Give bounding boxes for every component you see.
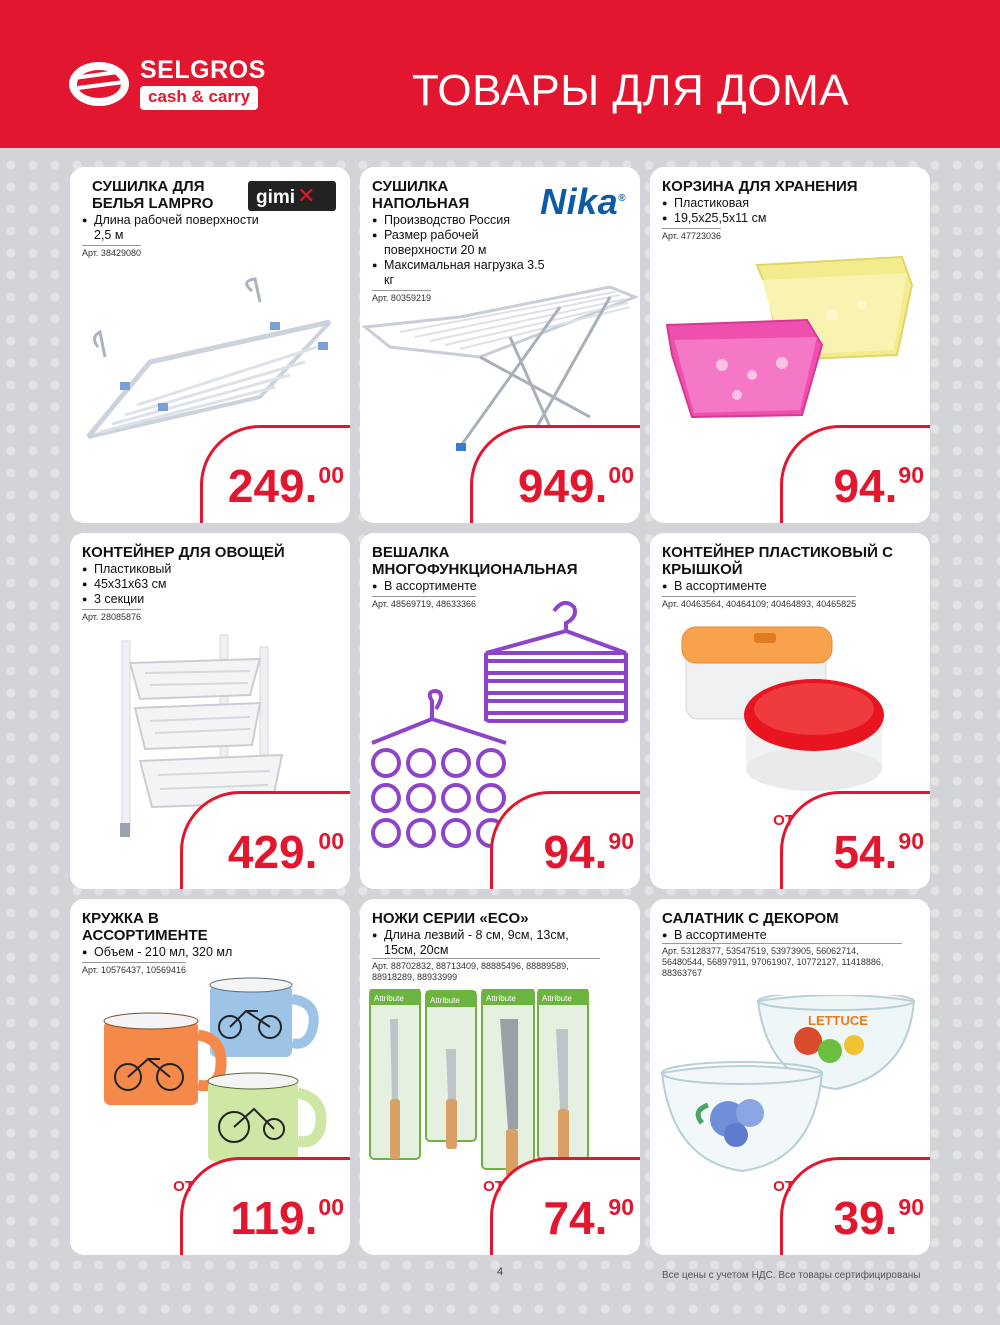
bullet-item: ● 19,5х25,5х11 см xyxy=(662,211,882,226)
price: 94.90 xyxy=(833,460,924,512)
product-card-mug[interactable] xyxy=(70,899,350,1255)
product-bullets xyxy=(662,579,902,594)
gimi-x-icon: ✕ xyxy=(297,183,316,208)
storage-basket-image xyxy=(662,245,922,425)
bullet-item: ● В ассортименте xyxy=(372,579,592,594)
product-card-vegetable-container[interactable] xyxy=(70,533,350,889)
plastic-container-image xyxy=(674,619,904,799)
bullet-item: ● 3 секции xyxy=(82,592,302,607)
product-title: КОРЗИНА ДЛЯ ХРАНЕНИЯ xyxy=(662,178,858,195)
product-card-hanger[interactable] xyxy=(360,533,640,889)
bullet-item: ● Пластиковая xyxy=(662,196,882,211)
price: 94.90 xyxy=(543,826,634,878)
bullet-item: ● 45х31х63 см xyxy=(82,577,302,592)
bullet-item: ● Максимальная нагрузка 3.5 кг xyxy=(372,258,552,288)
price-decimal: 90 xyxy=(898,828,924,854)
logo-subtitle: cash & carry xyxy=(140,86,258,110)
price-integer: 949 xyxy=(517,460,595,512)
product-bullets xyxy=(372,928,600,958)
product-title: СУШИЛКА ДЛЯ БЕЛЬЯ LAMPRO xyxy=(92,178,214,212)
price-integer: 119 xyxy=(230,1192,305,1244)
article-number: Арт. 48569719, 48633366 xyxy=(372,596,476,610)
price-decimal: 00 xyxy=(318,1194,344,1220)
bullet-item: ● Пластиковый xyxy=(82,562,302,577)
price-integer: 54 xyxy=(833,826,885,878)
product-card-dryer-lampro[interactable] xyxy=(70,167,350,523)
product-title: ВЕШАЛКА МНОГОФУНКЦИОНАЛЬНАЯ xyxy=(372,544,578,578)
price-from-label: ОТ xyxy=(483,1178,504,1195)
price: 74.90 xyxy=(543,1192,634,1244)
product-bullets xyxy=(372,579,592,594)
price-integer: 94 xyxy=(833,460,885,512)
page-header xyxy=(0,0,1000,148)
price-from-label: ОТ xyxy=(773,812,794,829)
article-number: Арт. 88702832, 88713409, 88885496, 88889589, 88918289, 88933999 xyxy=(372,958,600,983)
product-title: НОЖИ СЕРИИ «ECO» xyxy=(372,910,529,927)
product-card-storage-basket[interactable] xyxy=(650,167,930,523)
price-integer: 39 xyxy=(833,1192,885,1244)
selgros-logo[interactable] xyxy=(68,58,278,118)
price-decimal: 90 xyxy=(898,462,924,488)
brand-logo-nika: Nika® xyxy=(540,181,626,222)
product-title: КОНТЕЙНЕР ПЛАСТИКОВЫЙ С КРЫШКОЙ xyxy=(662,544,893,578)
product-bullets xyxy=(82,945,322,960)
price: 249.00 xyxy=(227,460,344,512)
price-integer: 249 xyxy=(227,460,305,512)
brand-name: gimi xyxy=(256,187,296,208)
bullet-item: ● Объем - 210 мл, 320 мл xyxy=(82,945,322,960)
product-title: КОНТЕЙНЕР ДЛЯ ОВОЩЕЙ xyxy=(82,544,285,561)
price-from-label: ОТ xyxy=(773,1178,794,1195)
price: 949.00 xyxy=(517,460,634,512)
brand-name: Nika xyxy=(540,181,619,222)
product-bullets xyxy=(662,928,902,943)
product-title: САЛАТНИК С ДЕКОРОМ xyxy=(662,910,839,927)
bullet-item: ● Длина рабочей поверхности 2,5 м xyxy=(82,213,262,243)
price-decimal: 90 xyxy=(608,828,634,854)
price-decimal: 00 xyxy=(608,462,634,488)
knife-pack-label: Attribute xyxy=(430,996,460,1005)
knife-pack-label: Attribute xyxy=(374,994,404,1003)
logo-name: SELGROS xyxy=(140,56,266,84)
article-number: Арт. 28085876 xyxy=(82,609,141,623)
price-integer: 94 xyxy=(543,826,595,878)
product-bullets xyxy=(82,562,302,607)
bullet-item: ● Производство Россия xyxy=(372,213,552,228)
product-card-plastic-container[interactable] xyxy=(650,533,930,889)
bullet-item: ● В ассортименте xyxy=(662,579,902,594)
price-decimal: 00 xyxy=(318,462,344,488)
bullet-item: ● Длина лезвий - 8 см, 9см, 13см, 15см, 20см xyxy=(372,928,600,958)
article-number: Арт. 53128377, 53547519, 53973905, 56062714, 56480544, 56897911, 97061907, 10772127, 11418886, 88363767 xyxy=(662,943,902,979)
bullet-item: ● Размер рабочей поверхности 20 м xyxy=(372,228,552,258)
product-card-floor-dryer[interactable] xyxy=(360,167,640,523)
knives-image xyxy=(368,989,598,1179)
price-integer: 74 xyxy=(543,1192,595,1244)
price-decimal: 90 xyxy=(898,1194,924,1220)
product-bullets xyxy=(662,196,882,226)
footer-note: Все цены с учетом НДС. Все товары сертифицированы xyxy=(662,1270,921,1281)
bullet-item: ● В ассортименте xyxy=(662,928,902,943)
knife-pack-label: Attribute xyxy=(542,994,572,1003)
price: 54.90 xyxy=(833,826,924,878)
product-bullets xyxy=(82,213,262,243)
article-number: Арт. 10576437, 10569416 xyxy=(82,962,186,976)
product-card-knives[interactable] xyxy=(360,899,640,1255)
product-title: КРУЖКА В АССОРТИМЕНТЕ xyxy=(82,910,208,944)
dryer-lampro-image xyxy=(80,277,340,447)
price: 119.00 xyxy=(230,1192,344,1244)
product-title: СУШИЛКА НАПОЛЬНАЯ xyxy=(372,178,470,212)
logo-mark-icon xyxy=(68,58,130,108)
brand-logo-gimi xyxy=(248,181,336,211)
article-number: Арт. 47723036 xyxy=(662,228,721,242)
svg-text:LETTUCE: LETTUCE xyxy=(808,1013,868,1028)
mug-image xyxy=(98,977,328,1177)
price: 39.90 xyxy=(833,1192,924,1244)
product-card-salad-bowl[interactable] xyxy=(650,899,930,1255)
knife-pack-label: Attribute xyxy=(486,994,516,1003)
article-number: Арт. 40463564, 40464109; 40464893, 40465825 xyxy=(662,596,856,610)
price: 429.00 xyxy=(227,826,344,878)
page-title: ТОВАРЫ ДЛЯ ДОМА xyxy=(412,66,850,115)
article-number: Арт. 80359219 xyxy=(372,290,431,304)
page-number: 4 xyxy=(497,1266,504,1278)
price-decimal: 00 xyxy=(318,828,344,854)
article-number: Арт. 38429080 xyxy=(82,245,141,259)
price-from-label: ОТ xyxy=(173,1178,194,1195)
price-decimal: 90 xyxy=(608,1194,634,1220)
price-integer: 429 xyxy=(227,826,305,878)
